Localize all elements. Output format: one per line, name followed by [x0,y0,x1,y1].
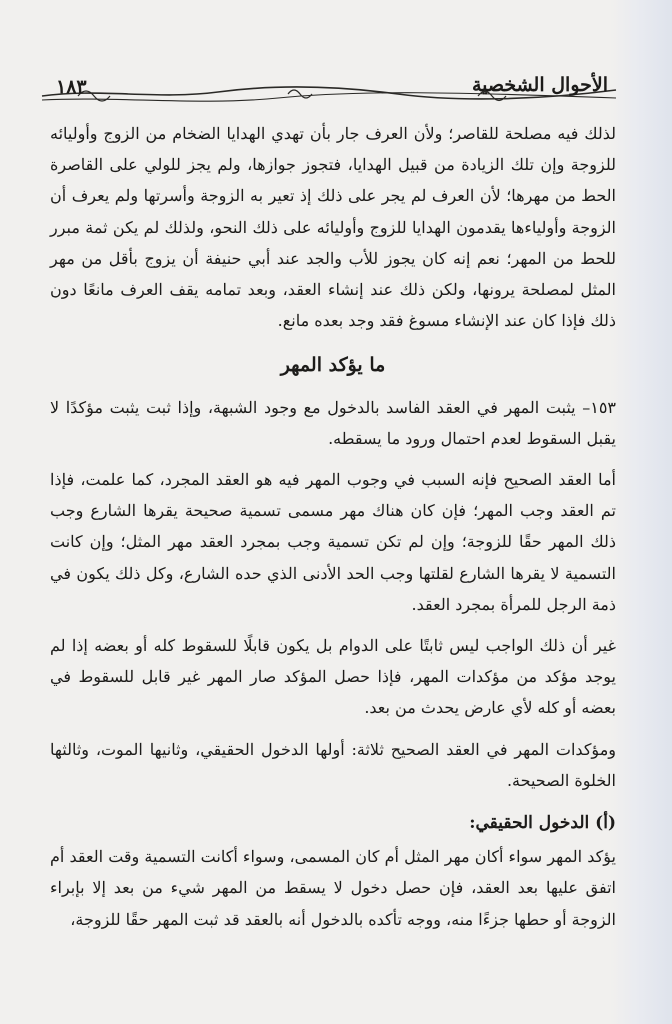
paragraph-2: ١٥٣– يثبت المهر في العقد الفاسد بالدخول مع وجود الشبهة، وإذا ثبت يثبت مؤكدًا لا يقبل السقوط لعدم احتمال ورود ما يسقطه. [50,397,616,448]
page-body [50,118,616,935]
running-header [38,56,620,110]
page-number: ١٨٣ [56,76,87,98]
paragraph-1: لذلك فيه مصلحة للقاصر؛ ولأن العرف جار بأن تهدي الهدايا الضخام من الزوج وأوليائه للزوجة وإن تلك الزيادة من قبيل الهدايا، فتجوز جوازها، ولم يجز للولي على القاصرة الحط من مهرها؛ لأن العرف لم يجر على ذلك إذ تعير به الزوجة وأسرتها ولم يعرف أن الزوجة وأولياءها يقدمون الهدايا للزوج وأوليائه على ذلك النحو، ولذلك لم يكن ثمة مبرر للحط من المهر؛ نعم إنه كان يجوز للأب والجد عند أبي حنيفة أن يزوج بأقل من مهر المثل لمصلحة يرونها، ولكن ذلك عند إنشاء العقد، وبعد تمامه يقف العرف مانعًا دون ذلك فإذا كان عند الإنشاء مسوغ فقد وجد بعده مانع. [50,124,617,331]
paragraph-5: ومؤكدات المهر في العقد الصحيح ثلاثة: أولها الدخول الحقيقي، وثانيها الموت، وثالثها الخلوة الصحيحة. [50,739,616,790]
page-edge-shadow [610,0,672,1024]
paragraph-4: غير أن ذلك الواجب ليس ثابتًا على الدوام بل يكون قابلًا للسقوط كله أو بعضه إذا لم يوجد مؤكد من مؤكدات المهر، فإذا حصل المؤكد صار المهر غير قابل للسقوط في بعضه أو كله لأي عارض يحدث من بعد. [50,636,616,718]
paragraph-6: يؤكد المهر سواء أكان مهر المثل أم كان المسمى، وسواء أكانت التسمية وقت العقد أم اتفق عليها بعد العقد، فإن حصل دخول لا يسقط من المهر شيء من بعد إلا بإبراء الزوجة أو حطها جزءًا منه، ووجه تأكده بالدخول أنه بالعقد قد ثبت المهر حقًا للزوجة، [50,847,617,929]
paragraph-3: أما العقد الصحيح فإنه السبب في وجوب المهر فيه هو العقد المجرد، كما علمت، فإذا تم العقد وجب المهر؛ فإن كان هناك مهر مسمى تسمية صحيحة يقرها الشارع وجب ذلك المهر حقًا للزوجة؛ وإن لم تكن تسمية وجب بمجرد العقد مهر المثل؛ وإن كانت التسمية لا يقرها الشارع لقلتها وجب الحد الأدنى الذي حده الشارع، وكل ذلك يكون في ذمة الرجل للمرأة بمجرد العقد. [50,470,616,614]
header-title: الأحوال الشخصية [471,74,608,96]
subsection-heading: (أ) الدخول الحقيقي: [469,813,616,834]
section-heading: ما يؤكد المهر [280,354,386,377]
